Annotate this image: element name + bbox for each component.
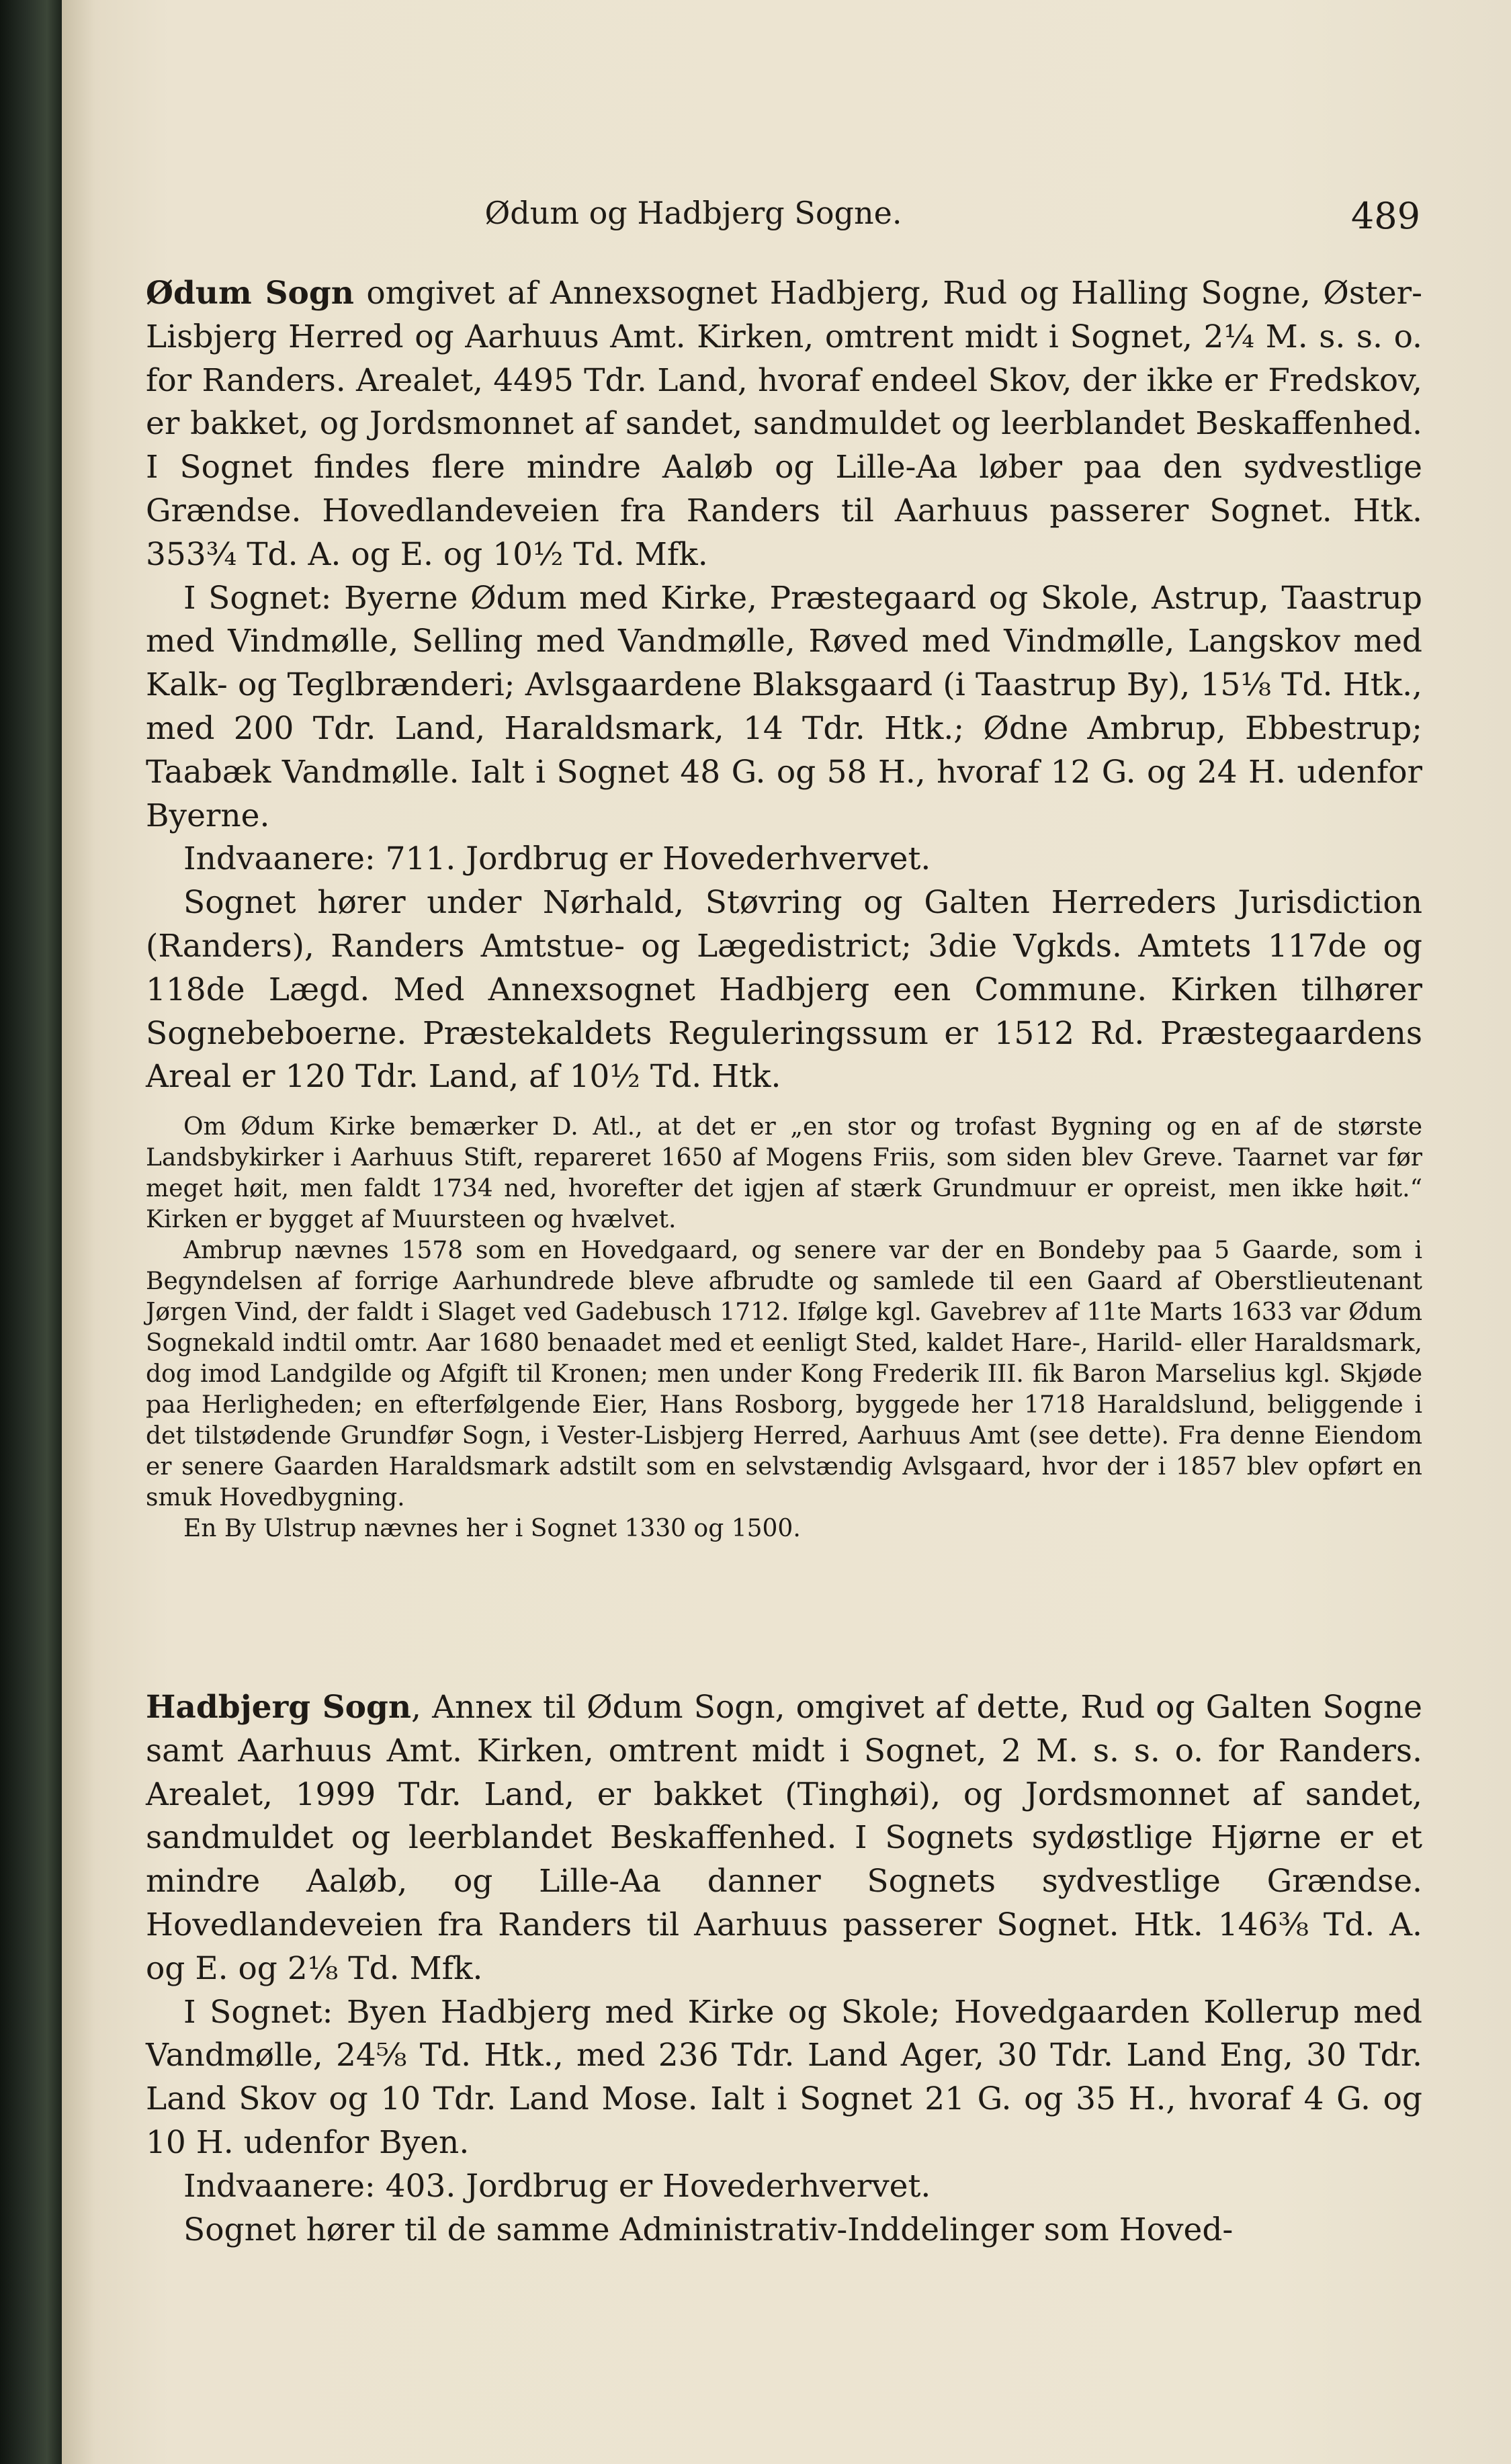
hadbjerg-villages: I Sognet: Byen Hadbjerg med Kirke og Skole; Hovedgaarden Kollerup med Vandmølle, 24⅝ Td. Htk., med 236 Tdr. Land Ager, 30 Tdr. Land Eng, 30 Tdr. Land Skov og 10 Tdr. Land Mose. Ialt i Sognet 21 G. og 35 H., hvoraf 4 G. og 10 H. udenfor Byen. — [146, 1993, 1422, 2161]
footnote: Ambrup nævnes 1578 som en Hovedgaard, og senere var der en Bondeby paa 5 Gaarde, som i Begyndelsen af forrige Aarhundrede bleve afbrudte og samlede til een Gaard af Oberstlieutenant Jørgen Vind, der faldt i Slaget ved Gadebusch 1712. Ifølge kgl. Gavebrev af 11te Marts 1633 var Ødum Sognekald indtil omtr. Aar 1680 benaadet med et eenligt Sted, kaldet Hare-, Harild- eller Haraldsmark, dog imod Landgilde og Afgift til Kronen; men under Kong Frederik III. fik Baron Marselius kgl. Skjøde paa Herligheden; en efterfølgende Eier, Hans Rosborg, byggede her 1718 Haraldslund, beliggende i det tilstødende Grundfør Sogn, i Vester-Lisbjerg Herred, Aarhuus Amt (see dette). Fra denne Eiendom er senere Gaarden Haraldsmark adstilt som en selvstændig Avlsgaard, hvor der i 1857 blev opført en smuk Hovedbygning. — [146, 1237, 1422, 1511]
footnote: En By Ulstrup nævnes her i Sognet 1330 og 1500. — [183, 1515, 801, 1542]
running-title: Ødum og Hadbjerg Sogne. — [484, 195, 902, 231]
hadbjerg-inhabitants: Indvaanere: 403. Jordbrug er Hovederhvervet. — [183, 2167, 931, 2205]
hadbjerg-intro — [146, 1686, 1422, 1991]
page-header — [62, 195, 1511, 235]
entry-intro-text: , Annex til Ødum Sogn, omgivet af dette, Rud og Galten Sogne samt Aarhuus Amt. Kirken, omtrent midt i Sognet, 2 M. s. s. o. for Randers. Arealet, 1999 Tdr. Land, er bakket (Tinghøi), og Jordsmonnet af sandet, sandmuldet og leerblandet Beskaffenhed. I Sognets sydøstlige Hjørne er et mindre Aaløb, og Lille-Aa danner Sognets sydvestlige Grændse. Hovedlandeveien fra Randers til Aarhuus passerer Sognet. Htk. 146⅜ Td. A. og E. og 2⅛ Td. Mfk. — [146, 1689, 1422, 1987]
hadbjerg-jurisdiction: Sognet hører til de samme Administrativ-Inddelinger som Hoved- — [183, 2211, 1234, 2248]
oedum-villages: I Sognet: Byerne Ødum med Kirke, Præstegaard og Skole, Astrup, Taastrup med Vindmølle, Selling med Vandmølle, Røved med Vindmølle, Langskov med Kalk- og Teglbrænderi; Avlsgaardene Blaksgaard (i Taastrup By), 15⅛ Td. Htk., med 200 Tdr. Land, Haraldsmark, 14 Tdr. Htk.; Ødne Ambrup, Ebbestrup; Taabæk Vandmølle. Ialt i Sognet 48 G. og 58 H., hvoraf 12 G. og 24 H. udenfor Byerne. — [146, 579, 1422, 834]
entry-intro-text: omgivet af Annexsognet Hadbjerg, Rud og Halling Sogne, Øster-Lisbjerg Herred og Aarhuus Amt. Kirken, omtrent midt i Sognet, 2¼ M. s. s. o. for Randers. Arealet, 4495 Tdr. Land, hvoraf endeel Skov, der ikke er Fredskov, er bakket, og Jordsmonnet af sandet, sandmuldet og leerblandet Beskaffenhed. I Sognet findes flere mindre Aaløb og Lille-Aa løber paa den sydvestlige Grændse. Hovedlandeveien fra Randers til Aarhuus passerer Sognet. Htk. 353¾ Td. A. og E. og 10½ Td. Mfk. — [146, 275, 1422, 573]
footnote: Om Ødum Kirke bemærker D. Atl., at det er „en stor og trofast Bygning og en af de største Landsbykirker i Aarhuus Stift, repareret 1650 af Mogens Friis, som siden blev Greve. Taarnet var før meget høit, men faldt 1734 ned, hvorefter det igjen af stærk Grundmuur er opreist, men ikke høit.“ Kirken er bygget af Muursteen og hvælvet. — [146, 1113, 1422, 1233]
hadbjerg-entry — [146, 1686, 1422, 2252]
oedum-inhabitants: Indvaanere: 711. Jordbrug er Hovederhvervet. — [183, 840, 931, 878]
entry-heading: Hadbjerg Sogn — [146, 1689, 412, 1726]
entry-heading: Ødum Sogn — [146, 275, 354, 312]
page-number: 489 — [1350, 195, 1420, 237]
oedum-entry — [146, 272, 1422, 1099]
oedum-intro — [146, 272, 1422, 577]
oedum-notes — [146, 1112, 1422, 1544]
oedum-jurisdiction: Sognet hører under Nørhald, Støvring og Galten Herreders Jurisdiction (Randers), Randers Amtstue- og Lægedistrict; 3die Vgkds. Amtets 117de og 118de Lægd. Med Annexsognet Hadbjerg een Commune. Kirken tilhører Sognebeboerne. Præstekaldets Reguleringssum er 1512 Rd. Præstegaardens Areal er 120 Tdr. Land, af 10½ Td. Htk. — [146, 884, 1422, 1096]
book-page — [62, 0, 1511, 2464]
